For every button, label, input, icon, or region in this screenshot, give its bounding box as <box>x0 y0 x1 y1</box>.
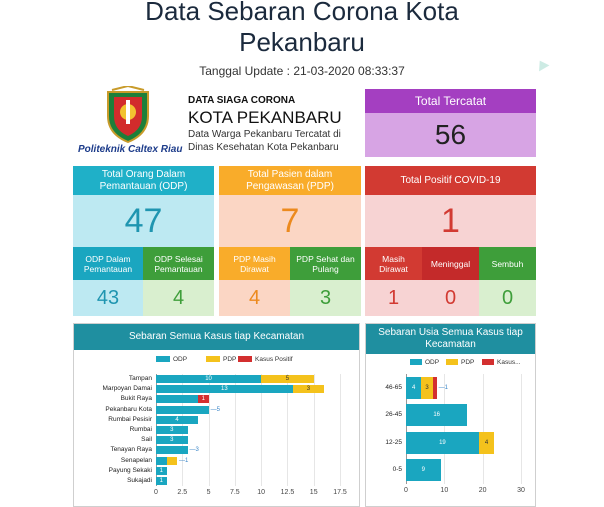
legend2-pdp: PDP <box>446 359 474 366</box>
x-tick-label: 0 <box>154 489 158 496</box>
bar-value-label: 1 <box>159 467 163 474</box>
info-city: KOTA PEKANBARU <box>188 108 342 127</box>
bar-pdp[interactable] <box>167 457 178 465</box>
y-category-label: Senapelan <box>120 456 152 464</box>
bar-value-label: 4 <box>484 439 489 446</box>
bar-value-label: —1 <box>438 384 448 391</box>
x-tick-label: 20 <box>478 487 487 494</box>
bar-value-label: 19 <box>439 439 446 446</box>
usia-chart-title: Sebaran Usia Semua Kasus tiap Kecamatan <box>366 324 535 354</box>
info-desc-2: Dinas Kesehatan Kota Pekanbaru <box>188 142 339 153</box>
bar-kasus-positif[interactable] <box>433 377 437 399</box>
y-category-label: Bukit Raya <box>120 395 152 403</box>
odp-value: 47 <box>73 195 214 247</box>
y-category-label: Rumbai <box>129 426 152 433</box>
bar-value-label: 3 <box>425 384 429 391</box>
total-card <box>365 89 536 157</box>
bar-value-label: 3 <box>170 437 174 444</box>
x-tick-label: 7.5 <box>229 489 240 496</box>
x-tick-label: 10 <box>257 489 266 496</box>
x-tick-label: 15 <box>309 489 318 496</box>
legend-kasus-positif: Kasus Positif <box>238 356 293 363</box>
positif-sub1-value: 1 <box>365 280 422 316</box>
y-category-label: Marpoyan Damai <box>102 385 152 393</box>
bar-value-label: —5 <box>210 406 220 413</box>
x-tick-label: 12.5 <box>280 489 295 496</box>
x-tick-label: 5 <box>206 489 211 496</box>
bar-odp[interactable] <box>156 446 188 454</box>
kecamatan-chart-title: Sebaran Semua Kasus tiap Kecamatan <box>74 324 359 350</box>
x-tick-label: 10 <box>440 487 449 494</box>
logo-caption: Politeknik Caltex Riau <box>78 144 183 155</box>
legend2-odp: ODP <box>410 359 439 366</box>
y-category-label: Rumbai Pesisir <box>108 415 152 423</box>
positif-value: 1 <box>365 195 536 247</box>
bar-value-label: —1 <box>179 457 189 464</box>
info-desc-1: Data Warga Pekanbaru Tercatat di <box>188 129 341 140</box>
y-category-label: 12-25 <box>385 438 402 446</box>
positif-label: Total Positif COVID-19 <box>365 166 536 195</box>
x-tick-label: 30 <box>517 487 525 494</box>
bar-value-label: —3 <box>189 447 199 454</box>
x-tick-label: 17.5 <box>333 489 347 496</box>
odp-sub1-label: ODP Dalam Pemantauan <box>73 247 143 280</box>
grid-line <box>521 374 522 484</box>
pdp-label: Total Pasien dalam Pengawasan (PDP) <box>219 166 361 195</box>
pekanbaru-logo <box>104 86 152 144</box>
pdp-sub2-value: 3 <box>290 280 361 316</box>
bar-value-label: 1 <box>201 396 205 403</box>
y-category-label: 26-45 <box>385 411 402 419</box>
bar-odp[interactable] <box>156 457 167 465</box>
total-label: Total Tercatat <box>365 89 536 113</box>
odp-sub2-label: ODP Selesai Pemantauan <box>143 247 214 280</box>
y-category-label: Sukajadi <box>127 476 152 484</box>
bar-odp[interactable] <box>156 406 209 414</box>
legend2-kasus: Kasus... <box>482 359 520 366</box>
kecamatan-chart-panel <box>73 323 360 507</box>
y-category-label: Tenayan Raya <box>110 446 152 454</box>
bar-value-label: 9 <box>421 467 425 474</box>
bar-value-label: 13 <box>220 386 228 393</box>
bar-value-label: 3 <box>306 386 311 393</box>
usia-chart-panel <box>365 323 536 507</box>
bar-value-label: 3 <box>170 427 174 433</box>
y-category-label: Tampan <box>128 375 152 383</box>
x-tick-label: 0 <box>404 487 408 494</box>
pdp-card <box>219 166 361 316</box>
positif-sub3-value: 0 <box>479 280 536 316</box>
y-category-label: Payung Sekaki <box>108 466 152 474</box>
grid-line <box>483 374 484 484</box>
y-category-label: 46-65 <box>385 383 402 391</box>
bar-value-label: 4 <box>411 384 416 391</box>
y-category-label: Sail <box>141 436 152 444</box>
odp-sub1-value: 43 <box>73 280 143 316</box>
bar-odp[interactable] <box>156 395 198 403</box>
page-title-line1: Data Sebaran Corona Kota <box>145 0 459 26</box>
y-category-label: Pekanbaru Kota <box>105 405 152 413</box>
legend-pdp: PDP <box>206 356 236 363</box>
bar-value-label: 4 <box>175 416 179 423</box>
y-category-label: 0-5 <box>392 466 402 474</box>
bar-value-label: 5 <box>285 376 290 383</box>
bar-value-label: 10 <box>205 376 212 383</box>
update-timestamp: Tanggal Update : 21-03-2020 08:33:37 <box>199 64 405 78</box>
grid-line <box>340 374 341 486</box>
odp-sub2-value: 4 <box>143 280 214 316</box>
total-value: 56 <box>365 113 536 157</box>
odp-label: Total Orang Dalam Pemantauan (ODP) <box>73 166 214 195</box>
page-title-line2: Pekanbaru <box>239 27 365 57</box>
odp-card <box>73 166 214 316</box>
bar-value-label: 16 <box>433 412 440 419</box>
positif-sub1-label: Masih Dirawat <box>365 247 422 280</box>
legend-odp: ODP <box>156 356 187 363</box>
bar-value-label: 1 <box>159 477 163 484</box>
pdp-sub1-label: PDP Masih Dirawat <box>219 247 290 280</box>
pdp-sub1-value: 4 <box>219 280 290 316</box>
positif-card <box>365 166 536 316</box>
positif-sub2-value: 0 <box>422 280 479 316</box>
pdp-sub2-label: PDP Sehat dan Pulang <box>290 247 361 280</box>
positif-sub2-label: Meninggal <box>422 247 479 280</box>
info-heading: DATA SIAGA CORONA <box>188 95 296 106</box>
positif-sub3-label: Sembuh <box>479 247 536 280</box>
x-tick-label: 2.5 <box>177 489 188 496</box>
pdp-value: 7 <box>219 195 361 247</box>
